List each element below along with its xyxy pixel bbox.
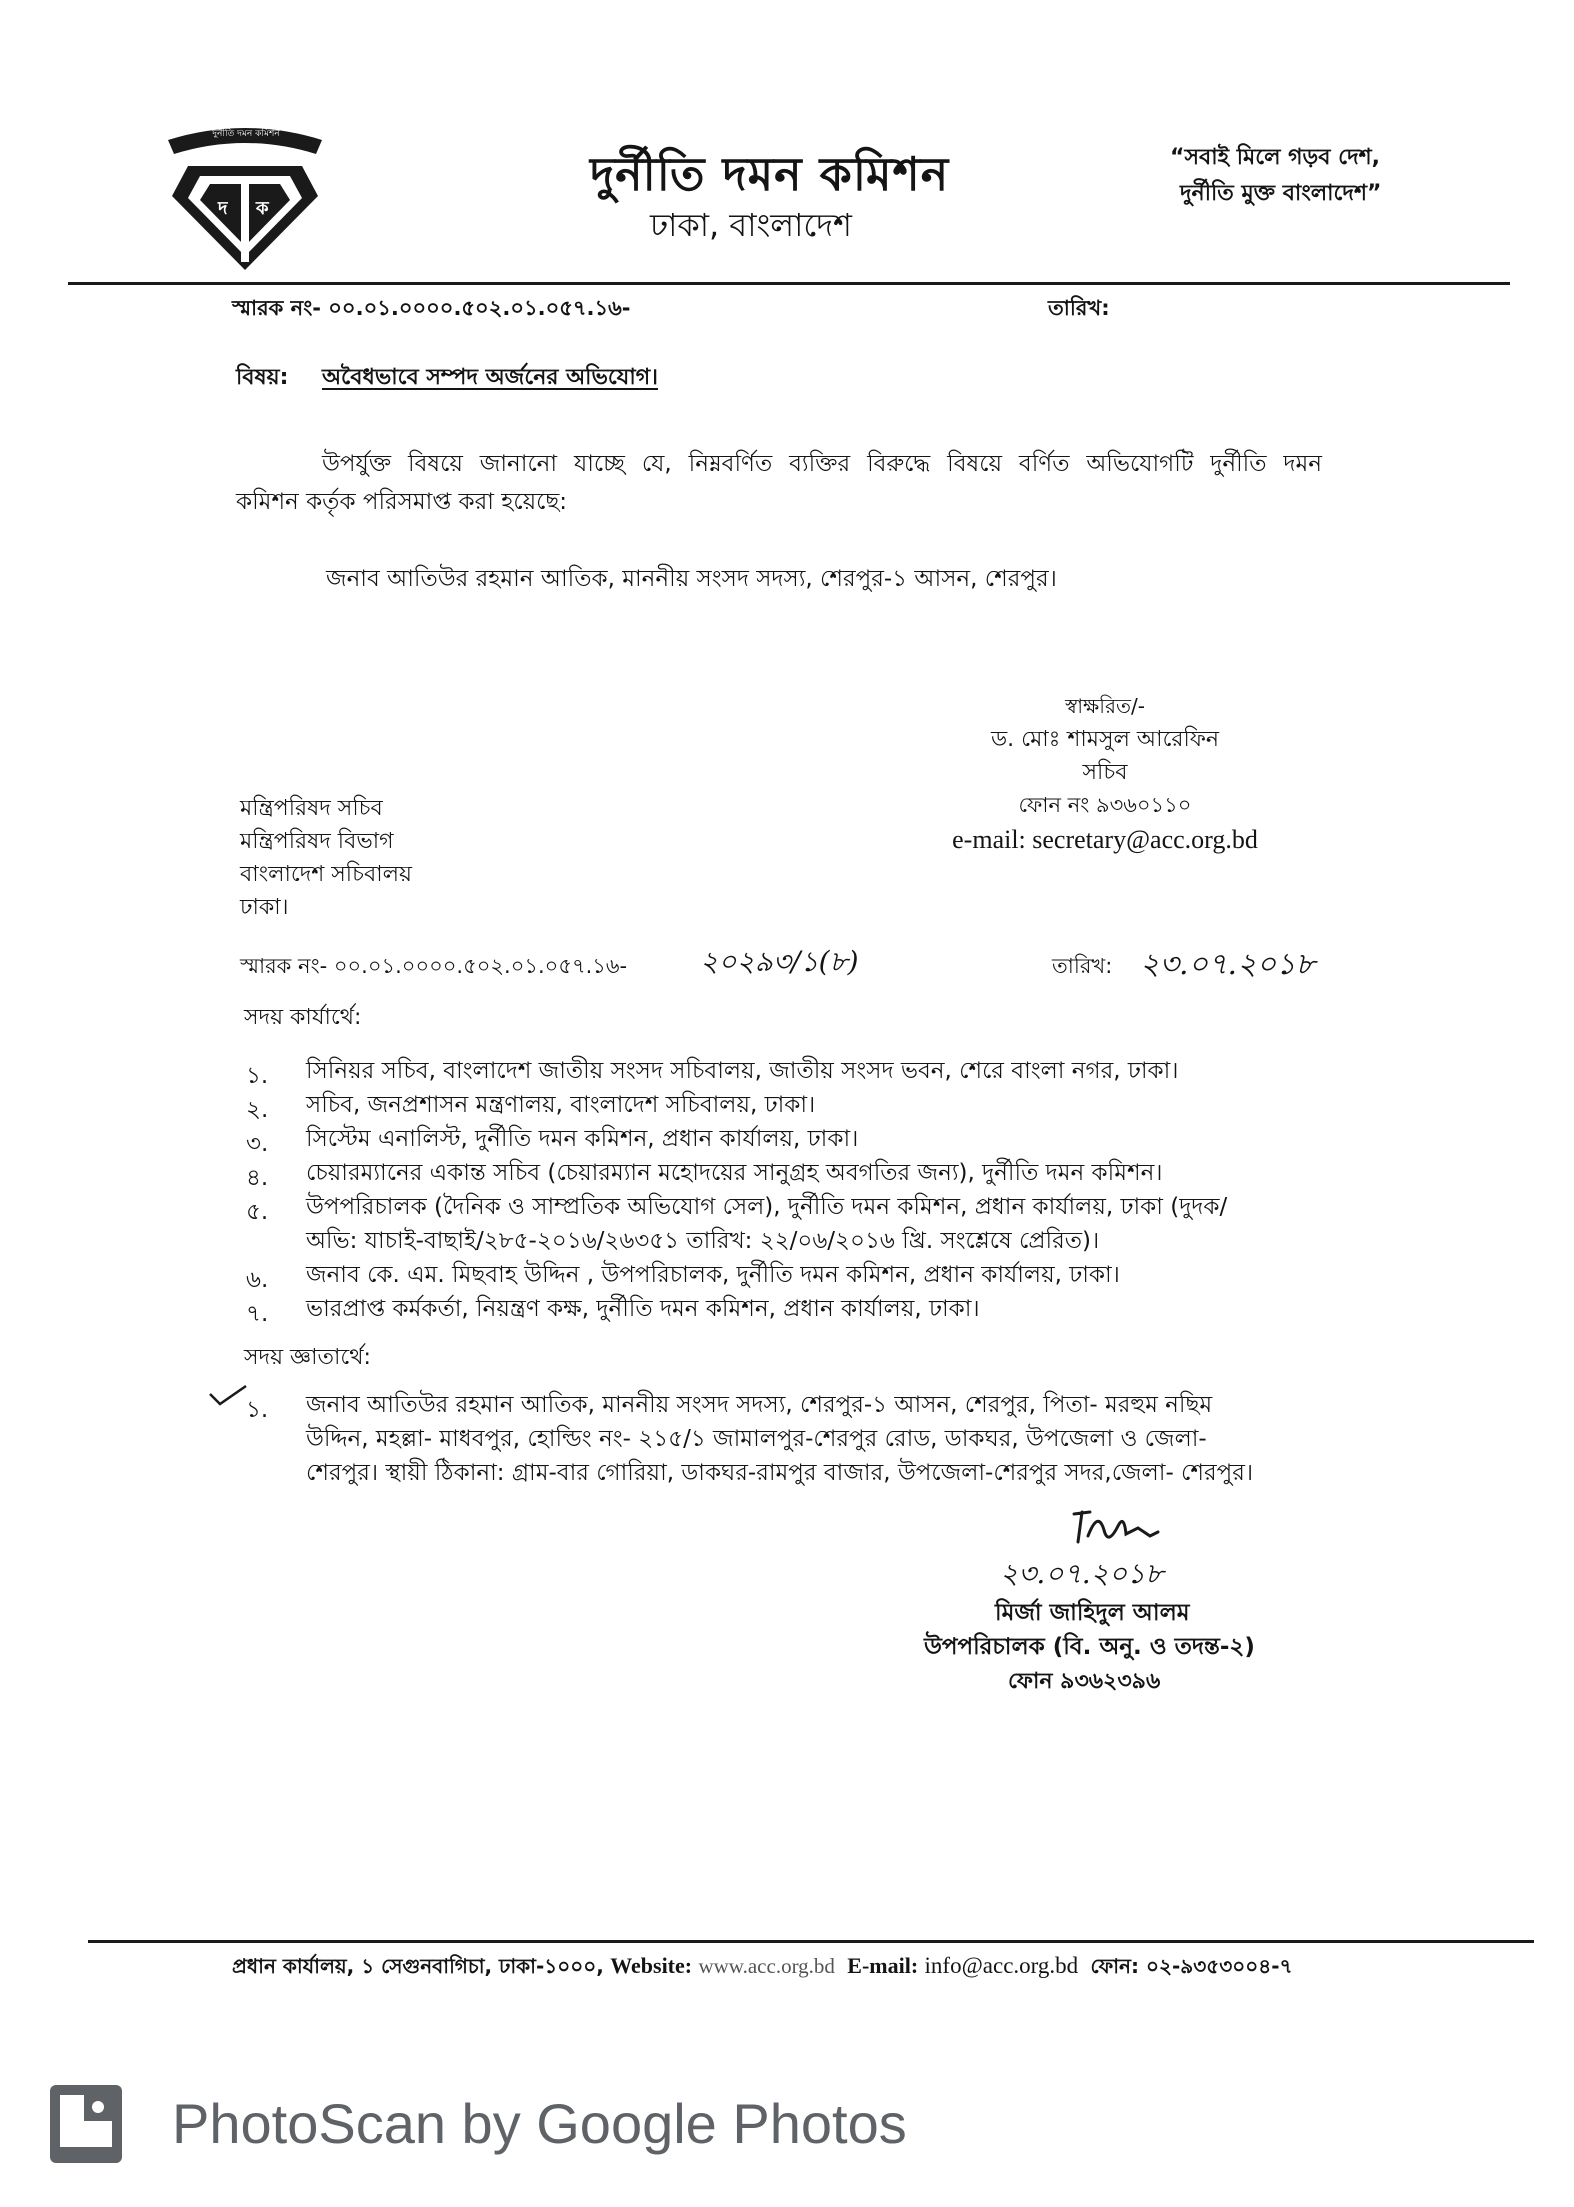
logo-letter-left: দ bbox=[218, 198, 228, 219]
date-label-2: তারিখ: bbox=[1052, 954, 1113, 978]
footer-divider bbox=[88, 1940, 1534, 1943]
footer-website: www.acc.org.bd bbox=[698, 1954, 835, 1978]
signed-mark: স্বাক্ষরিত/- bbox=[1065, 694, 1145, 718]
cc-action-item-text: ভারপ্রাপ্ত কর্মকর্তা, নিয়ন্ত্রণ কক্ষ, দুর্নীতি দমন কমিশন, প্রধান কার্যালয়, ঢাকা। bbox=[306, 1296, 980, 1322]
recipient-block bbox=[240, 792, 412, 924]
cc-action-item-text: সচিব, জনপ্রশাসন মন্ত্রণালয়, বাংলাদেশ সচিবালয়, ঢাকা। bbox=[306, 1092, 816, 1118]
acc-emblem-icon bbox=[160, 118, 330, 278]
footer-email-label: E-mail: bbox=[847, 1953, 919, 1978]
cc-action-item-text: জনাব কে. এম. মিছবাহ উদ্দিন , উপপরিচালক, দুর্নীতি দমন কমিশন, প্রধান কার্যালয়, ঢাকা। bbox=[306, 1262, 1120, 1288]
footer-website-label: Website: bbox=[610, 1953, 693, 1978]
subject-text: অবৈধভাবে সম্পদ অর্জনের অভিযোগ। bbox=[322, 365, 659, 390]
signatory-block bbox=[880, 690, 1330, 858]
org-name: দুর্নীতি দমন কমিশন bbox=[590, 147, 950, 201]
cc-action-item-num: ১. bbox=[246, 1063, 269, 1089]
accused-person: জনাব আতিউর রহমান আতিক, মাননীয় সংসদ সদস্য, শেরপুর-১ আসন, শেরপুর। bbox=[326, 566, 1057, 592]
footer-contact bbox=[232, 1952, 1293, 1985]
memo-number-2: স্মারক নং- ০০.০১.০০০০.৫০২.০১.০৫৭.১৬- bbox=[240, 954, 628, 978]
recipient-line-2: মন্ত্রিপরিষদ বিভাগ bbox=[240, 829, 394, 854]
recipient-line-3: বাংলাদেশ সচিবালয় bbox=[240, 862, 412, 887]
signatory-phone: ফোন নং ৯৩৬০১১০ bbox=[1018, 793, 1192, 817]
logo-ribbon-text: দুর্নীতি দমন কমিশন bbox=[212, 129, 280, 139]
cc-action-item-num: ২. bbox=[246, 1097, 269, 1123]
footer-phone: ফোন: ০২-৯৩৫৩০০৪-৭ bbox=[1090, 1954, 1293, 1978]
cc-info-heading: সদয় জ্ঞাতার্থে: bbox=[244, 1345, 371, 1370]
cc-action-item-text: সিনিয়র সচিব, বাংলাদেশ জাতীয় সংসদ সচিবালয়, জাতীয় সংসদ ভবন, শেরে বাংলা নগর, ঢাকা। bbox=[306, 1058, 1179, 1084]
memo-number-1: স্মারক নং- ০০.০১.০০০০.৫০২.০১.০৫৭.১৬- bbox=[232, 296, 631, 320]
slogan-line-1: “সবাই মিলে গড়ব দেশ, bbox=[1170, 145, 1381, 170]
recipient-line-4: ঢাকা। bbox=[240, 895, 289, 920]
recipient-line-1: মন্ত্রিপরিষদ সচিব bbox=[240, 796, 383, 821]
sender-title: উপপরিচালক (বি. অনু. ও তদন্ত-২) bbox=[924, 1634, 1255, 1660]
cc-info-line-3: শেরপুর। স্থায়ী ঠিকানা: গ্রাম-বার গোরিয়া, ডাকঘর-রামপুর বাজার, উপজেলা-শেরপুর সদর,জেলা- শেরপুর। bbox=[306, 1460, 1254, 1486]
footer-email: info@acc.org.bd bbox=[924, 1953, 1079, 1978]
cc-info-item-num: ১. bbox=[246, 1397, 269, 1423]
date-2-handwritten: ২৩.০৭.২০১৮ bbox=[1140, 947, 1316, 982]
signatory-name: ড. মোঃ শামসুল আরেফিন bbox=[990, 727, 1220, 752]
cc-action-heading: সদয় কার্যার্থে: bbox=[244, 1005, 362, 1030]
sender-name: মির্জা জাহিদুল আলম bbox=[995, 1600, 1190, 1626]
cc-info-line-2: উদ্দিন, মহল্লা- মাধবপুর, হোল্ডিং নং- ২১৫/১ জামালপুর-শেরপুর রোড, ডাকঘর, উপজেলা ও জেলা- bbox=[306, 1426, 1207, 1452]
cc-action-item-num: ৪. bbox=[246, 1165, 269, 1191]
logo-letter-right: ক bbox=[256, 198, 269, 219]
cc-info-line-1: জনাব আতিউর রহমান আতিক, মাননীয় সংসদ সদস্য, শেরপুর-১ আসন, শেরপুর, পিতা- মরহুম নছিম bbox=[306, 1392, 1213, 1418]
cc-action-item-text: চেয়ারম্যানের একান্ত সচিব (চেয়ারম্যান মহোদয়ের সানুগ্রহ অবগতির জন্য), দুর্নীতি দমন কমিশন। bbox=[306, 1160, 1163, 1186]
signatory-email: e-mail: secretary@acc.org.bd bbox=[952, 825, 1258, 854]
org-location: ঢাকা, বাংলাদেশ bbox=[650, 206, 852, 244]
cc-action-item-text: উপপরিচালক (দৈনিক ও সাম্প্রতিক অভিযোগ সেল), দুর্নীতি দমন কমিশন, প্রধান কার্যালয়, ঢাকা (দুদক/ bbox=[306, 1194, 1228, 1220]
body-paragraph-line-2: কমিশন কর্তৃক পরিসমাপ্ত করা হয়েছে: bbox=[236, 489, 568, 515]
subject-label: বিষয়: bbox=[236, 365, 289, 390]
slogan-line-2: দুর্নীতি মুক্ত বাংলাদেশ” bbox=[1180, 181, 1382, 206]
cc-action-item-text-cont: অভি: যাচাই-বাছাই/২৮৫-২০১৬/২৬৩৫১ তারিখ: ২২/০৬/২০১৬ খ্রি. সংশ্লেষে প্রেরিত)। bbox=[306, 1228, 1100, 1254]
cc-action-item-text: সিস্টেম এনালিস্ট, দুর্নীতি দমন কমিশন, প্রধান কার্যালয়, ঢাকা। bbox=[306, 1126, 859, 1152]
handwritten-signature bbox=[1068, 1506, 1164, 1550]
date-label-1: তারিখ: bbox=[1048, 296, 1110, 320]
footer-address: প্রধান কার্যালয়, ১ সেগুনবাগিচা, ঢাকা-১০০০, bbox=[232, 1954, 604, 1978]
cc-action-item-num: ৭. bbox=[246, 1301, 269, 1327]
sender-phone: ফোন ৯৩৬২৩৯৬ bbox=[1008, 1669, 1161, 1694]
body-paragraph-line-1: উপর্যুক্ত বিষয়ে জানানো যাচ্ছে যে, নিম্নবর্ণিত ব্যক্তির বিরুদ্ধে বিষয়ে বর্ণিত অভিযোগটি দুর্নীতি দমন bbox=[322, 451, 1322, 477]
header-divider bbox=[68, 282, 1510, 285]
checkmark-icon bbox=[208, 1384, 248, 1408]
cc-action-item-num: ৩. bbox=[246, 1131, 269, 1157]
signatory-title: সচিব bbox=[1082, 760, 1128, 785]
memo-number-2-handwritten: ২০২৯৩/১(৮) bbox=[700, 945, 859, 978]
sender-date-handwritten: ২৩.০৭.২০১৮ bbox=[1000, 1557, 1164, 1590]
photoscan-text: PhotoScan by Google Photos bbox=[172, 2092, 907, 2155]
acc-logo bbox=[160, 118, 330, 278]
cc-action-item-num: ৬. bbox=[246, 1267, 269, 1293]
photoscan-icon bbox=[50, 2085, 122, 2163]
cc-action-item-num: ৫. bbox=[246, 1199, 269, 1225]
